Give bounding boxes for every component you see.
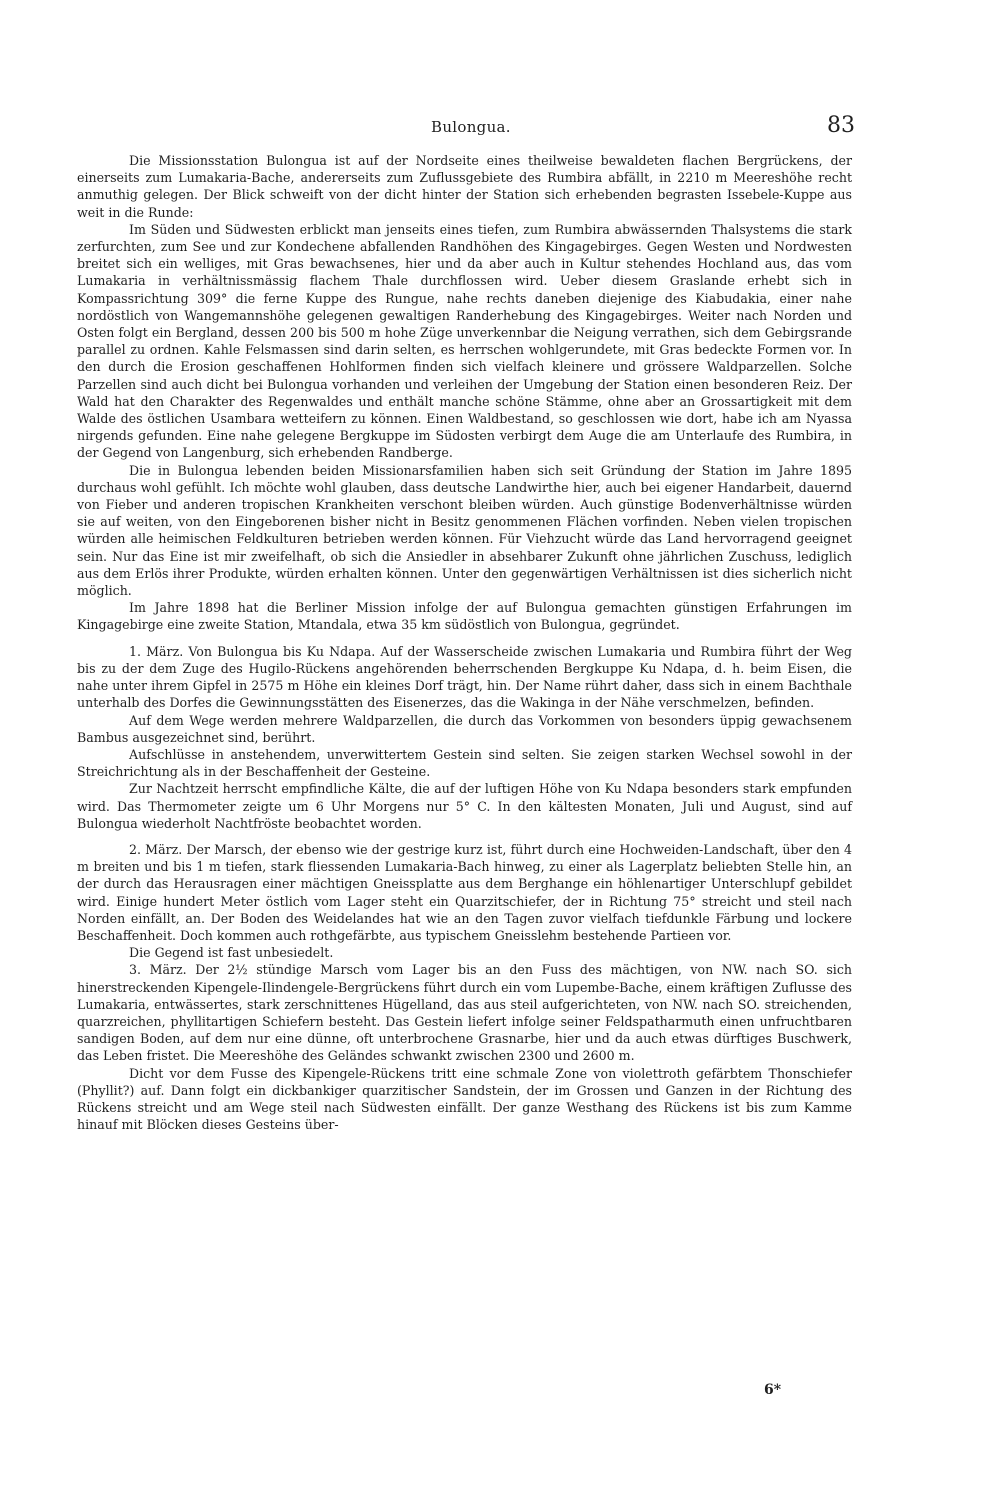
paragraph-unsettled: Die Gegend ist fast unbesiedelt. — [129, 945, 334, 961]
paragraph-kipengele: Dicht vor dem Fusse des Kipengele-Rückens tritt eine schmale Zone von violettroth gefärbtem Thonschiefer (Phyllit?) auf. Dann folgt ein dickbankiger quarzitischer Sandstein, der im Grossen und Ganzen in der Richtung des Rückens streicht und am Wege steil nach Südwesten einfällt. Der ganze Westhang des Rückens ist bis zum Kamme hinauf mit Blöcken dieses Gesteins über- — [77, 1065, 852, 1133]
printer-signature: 6* — [764, 1382, 782, 1398]
paragraph-outcrops: Aufschlüsse in anstehendem, unverwittertem Gestein sind selten. Sie zeigen starken Wechsel sowohl in der Streichrichtung als in der Beschaffenheit der Gesteine. — [77, 746, 852, 780]
page-number: 83 — [827, 113, 855, 138]
paragraph-night-cold: Zur Nachtzeit herrscht empfindliche Kälte, die auf der luftigen Höhe von Ku Ndapa besonders stark empfunden wird. Das Thermometer zeigte um 6 Uhr Morgens nur 5° C. In den kältesten Monaten, Juli und August, sind auf Bulongua wiederholt Nachtfröste beobachtet worden. — [77, 781, 852, 831]
body-text — [77, 152, 852, 1133]
paragraph-march-2: 2. März. Der Marsch, der ebenso wie der gestrige kurz ist, führt durch eine Hochweiden-Landschaft, über den 4 m breiten und bis 1 m tiefen, stark fliessenden Lumakaria-Bach hinweg, zu einer als Lagerplatz beliebten Stelle hin, an der durch das Herausragen einer mächtigen Gneissplatte aus dem Berghange ein höhlenartiger Unterschlupf gebildet wird. Einige hundert Meter östlich vom Lager steht ein Quarzitschiefer, der in Richtung 75° streicht und steil nach Norden einfällt, an. Der Boden des Weidelandes hat wie an den Tagen zuvor vielfach tiefdunkle Färbung und lockere Beschaffenheit. Doch kommen auch rothgefärbte, aus typischem Gneisslehm bestehende Partieen vor. — [77, 841, 852, 943]
paragraph-march-1: 1. März. Von Bulongua bis Ku Ndapa. Auf der Wasserscheide zwischen Lumakaria und Rumbira führt der Weg bis zu der dem Zuge des Hugilo-Rückens angehörenden beherrschenden Bergkuppe Ku Ndapa, d. h. beim Eisen, die nahe unter ihrem Gipfel in 2575 m Höhe ein kleines Dorf trägt, hin. Der Name rührt daher, dass sich in einem Bachthale unterhalb des Dorfes die Gewinnungsstätten des Eisenerzes, das die Wakinga in der Nähe verschmelzen, befinden. — [77, 643, 852, 711]
paragraph-station-description: Die Missionsstation Bulongua ist auf der Nordseite eines theilweise bewaldeten flachen Bergrückens, der einerseits zum Lumakaria-Bache, andererseits zum Zuflussgebiete des Rumbira abfällt, in 2210 m Meereshöhe recht anmuthig gelegen. Der Blick schweift von der dicht hinter der Station sich erhebenden begrasten Issebele-Kuppe aus weit in die Runde: — [77, 153, 852, 220]
paragraph-bamboo: Auf dem Wege werden mehrere Waldparzellen, die durch das Vorkommen von besonders üppig gewachsenem Bambus ausgezeichnet sind, berührt. — [77, 712, 852, 745]
paragraph-missionaries: Die in Bulongua lebenden beiden Missionarsfamilien haben sich seit Gründung der Station im Jahre 1895 durchaus wohl gefühlt. Ich möchte wohl glauben, dass deutsche Landwirthe hier, auch bei eigener Handarbeit, dauernd von Fieber und anderen tropischen Krankheiten verschont bleiben würden. Auch günstige Bodenverhältnisse würden sie auf weiten, von den Eingeborenen bisher nicht in Besitz genommenen Flächen vorfinden. Neben vielen tropischen würden alle heimischen Feldkulturen betrieben werden können. Für Viehzucht würde das Land hervorragend geeignet sein. Nur das Eine ist mir zweifelhaft, ob sich die Ansiedler in absehbarer Zukunft ohne jährlichen Zuschuss, lediglich aus dem Erlös ihrer Produkte, würden erhalten können. Unter den gegenwärtigen Verhältnissen ist dies sicherlich nicht möglich. — [77, 462, 852, 599]
paragraph-panorama: Im Süden und Südwesten erblickt man jenseits eines tiefen, zum Rumbira abwässernden Thalsystems die stark zerfurchten, zum See und zur Kondechene abfallenden Randhöhen des Kingagebirges. Gegen Westen und Nordwesten breitet sich ein welliges, mit Gras bewachsenes, hier und da aber auch in Kultur stehendes Hochland aus, das vom Lumakaria in verhältnissmässig flachem Thale durchflossen wird. Ueber diesem Graslande erhebt sich in Kompassrichtung 309° die ferne Kuppe des Rungue, nahe rechts daneben diejenige des Kiabudakia, einer nahe nordöstlich von Wangemannshöhe gelegenen gewaltigen Randerhebung des Kingagebirges. Weiter nach Norden und Osten folgt ein Bergland, dessen 200 bis 500 m hohe Züge unverkennbar die Neigung verrathen, sich dem Gebirgsrande parallel zu ordnen. Kahle Felsmassen sind darin selten, es herrschen wohlgerundete, mit Gras bedeckte Formen vor. In den durch die Erosion geschaffenen Hohlformen finden sich vielfach kleinere und grössere Waldparzellen. Solche Parzellen sind auch dicht bei Bulongua vorhanden und verleihen der Umgebung der Station einen besonderen Reiz. Der Wald hat den Charakter des Regenwaldes und enthält manche schöne Stämme, ohne aber an Grossartigkeit mit dem Walde des östlichen Usambara wetteifern zu können. Einen Waldbestand, so geschlossen wie dort, habe ich am Nyassa nirgends gefunden. Eine nahe gelegene Bergkuppe im Südosten verbirgt dem Auge die am Unterlaufe des Rumbira, in der Gegend von Langenburg, sich erhebenden Randberge. — [77, 221, 852, 461]
paragraph-march-3: 3. März. Der 2½ stündige Marsch vom Lager bis an den Fuss des mächtigen, von NW. nach SO. sich hinerstreckenden Kipengele-Ilindengele-Bergrückens führt durch ein vom Lupembe-Bache, einem kräftigen Zuflusse des Lumakaria, entwässertes, stark zerschnittenes Hügelland, das aus steil aufgerichteten, von NW. nach SO. streichenden, quarzreichen, phyllitartigen Schiefern besteht. Das Gestein liefert infolge seiner Feldspatharmuth einen unfruchtbaren sandigen Boden, auf dem nur eine dünne, oft unterbrochene Grasnarbe, hier und da auch etwas dürftiges Buschwerk, das Leben fristet. Die Meereshöhe des Geländes schwankt zwischen 2300 und 2600 m. — [77, 962, 852, 1064]
paragraph-second-station: Im Jahre 1898 hat die Berliner Mission infolge der auf Bulongua gemachten günstigen Erfahrungen im Kingagebirge eine zweite Station, Mtandala, etwa 35 km südöstlich von Bulongua, gegründet. — [77, 600, 852, 633]
running-head: Bulongua. — [431, 118, 511, 136]
